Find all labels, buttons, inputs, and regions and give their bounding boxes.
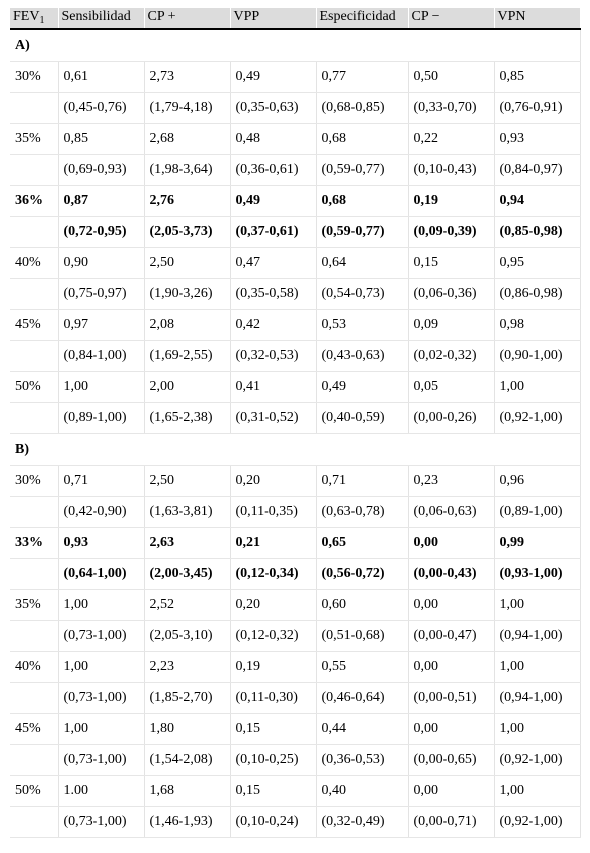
table-row-ci xyxy=(10,621,580,652)
value-cell: 0,40 xyxy=(316,776,408,807)
value-cell: 2,52 xyxy=(144,590,230,621)
value-cell: 0,85 xyxy=(494,62,580,93)
value-cell: 0,48 xyxy=(230,124,316,155)
fev1-diagnostic-table xyxy=(10,8,581,838)
confidence-interval-cell: (0,35-0,58) xyxy=(230,279,316,310)
value-cell: 0,00 xyxy=(408,528,494,559)
value-cell: 0,93 xyxy=(494,124,580,155)
confidence-interval-cell: (0,36-0,53) xyxy=(316,745,408,776)
empty-cell xyxy=(10,403,58,434)
confidence-interval-cell: (2,05-3,73) xyxy=(144,217,230,248)
confidence-interval-cell: (0,92-1,00) xyxy=(494,745,580,776)
confidence-interval-cell: (1,85-2,70) xyxy=(144,683,230,714)
empty-cell xyxy=(10,279,58,310)
value-cell: 0,49 xyxy=(316,372,408,403)
fev-header-label: FEV xyxy=(13,9,40,24)
table-row-ci xyxy=(10,683,580,714)
empty-cell xyxy=(10,155,58,186)
table-row-ci xyxy=(10,93,580,124)
confidence-interval-cell: (0,46-0,64) xyxy=(316,683,408,714)
empty-cell xyxy=(10,621,58,652)
value-cell: 0,41 xyxy=(230,372,316,403)
section-label: B) xyxy=(10,434,580,466)
empty-cell xyxy=(10,683,58,714)
value-cell: 1,80 xyxy=(144,714,230,745)
table-body xyxy=(10,29,580,838)
confidence-interval-cell: (0,12-0,32) xyxy=(230,621,316,652)
confidence-interval-cell: (0,56-0,72) xyxy=(316,559,408,590)
empty-cell xyxy=(10,559,58,590)
value-cell: 0,15 xyxy=(230,776,316,807)
empty-cell xyxy=(10,807,58,838)
confidence-interval-cell: (0,68-0,85) xyxy=(316,93,408,124)
confidence-interval-cell: (0,59-0,77) xyxy=(316,155,408,186)
value-cell: 0,23 xyxy=(408,466,494,497)
table-row xyxy=(10,528,580,559)
table-row-ci xyxy=(10,403,580,434)
confidence-interval-cell: (0,73-1,00) xyxy=(58,745,144,776)
confidence-interval-cell: (1,79-4,18) xyxy=(144,93,230,124)
confidence-interval-cell: (1,54-2,08) xyxy=(144,745,230,776)
value-cell: 1,00 xyxy=(494,776,580,807)
value-cell: 0,50 xyxy=(408,62,494,93)
table-row xyxy=(10,124,580,155)
column-header-fev1 xyxy=(10,8,58,29)
value-cell: 0,97 xyxy=(58,310,144,341)
confidence-interval-cell: (0,63-0,78) xyxy=(316,497,408,528)
confidence-interval-cell: (2,05-3,10) xyxy=(144,621,230,652)
confidence-interval-cell: (0,10-0,43) xyxy=(408,155,494,186)
value-cell: 1,00 xyxy=(58,652,144,683)
table-row-ci xyxy=(10,807,580,838)
value-cell: 0,85 xyxy=(58,124,144,155)
fev1-threshold-cell: 30% xyxy=(10,466,58,497)
table-row xyxy=(10,248,580,279)
fev1-threshold-cell: 36% xyxy=(10,186,58,217)
value-cell: 0,87 xyxy=(58,186,144,217)
confidence-interval-cell: (0,32-0,49) xyxy=(316,807,408,838)
table-row-ci xyxy=(10,497,580,528)
value-cell: 0,55 xyxy=(316,652,408,683)
confidence-interval-cell: (0,89-1,00) xyxy=(58,403,144,434)
value-cell: 0,15 xyxy=(408,248,494,279)
confidence-interval-cell: (0,73-1,00) xyxy=(58,621,144,652)
column-header-vpp: VPP xyxy=(230,8,316,29)
table-row xyxy=(10,310,580,341)
confidence-interval-cell: (0,92-1,00) xyxy=(494,403,580,434)
confidence-interval-cell: (0,06-0,63) xyxy=(408,497,494,528)
confidence-interval-cell: (0,42-0,90) xyxy=(58,497,144,528)
confidence-interval-cell: (0,33-0,70) xyxy=(408,93,494,124)
value-cell: 0,22 xyxy=(408,124,494,155)
fev1-threshold-cell: 40% xyxy=(10,652,58,683)
table-row-ci xyxy=(10,559,580,590)
value-cell: 0,94 xyxy=(494,186,580,217)
value-cell: 0,64 xyxy=(316,248,408,279)
header-row xyxy=(10,8,580,29)
value-cell: 0,09 xyxy=(408,310,494,341)
confidence-interval-cell: (2,00-3,45) xyxy=(144,559,230,590)
confidence-interval-cell: (0,10-0,25) xyxy=(230,745,316,776)
confidence-interval-cell: (0,85-0,98) xyxy=(494,217,580,248)
table-row xyxy=(10,62,580,93)
confidence-interval-cell: (0,69-0,93) xyxy=(58,155,144,186)
value-cell: 0,19 xyxy=(408,186,494,217)
confidence-interval-cell: (0,89-1,00) xyxy=(494,497,580,528)
value-cell: 0,61 xyxy=(58,62,144,93)
empty-cell xyxy=(10,745,58,776)
confidence-interval-cell: (1,98-3,64) xyxy=(144,155,230,186)
section-row xyxy=(10,434,580,466)
confidence-interval-cell: (0,12-0,34) xyxy=(230,559,316,590)
value-cell: 0,00 xyxy=(408,776,494,807)
confidence-interval-cell: (0,45-0,76) xyxy=(58,93,144,124)
value-cell: 0,77 xyxy=(316,62,408,93)
table-row xyxy=(10,466,580,497)
confidence-interval-cell: (0,10-0,24) xyxy=(230,807,316,838)
confidence-interval-cell: (0,94-1,00) xyxy=(494,683,580,714)
value-cell: 1,00 xyxy=(58,372,144,403)
confidence-interval-cell: (0,35-0,63) xyxy=(230,93,316,124)
value-cell: 1,00 xyxy=(494,714,580,745)
value-cell: 0,90 xyxy=(58,248,144,279)
value-cell: 2,50 xyxy=(144,466,230,497)
confidence-interval-cell: (0,43-0,63) xyxy=(316,341,408,372)
value-cell: 1,00 xyxy=(58,714,144,745)
confidence-interval-cell: (0,00-0,71) xyxy=(408,807,494,838)
fev1-threshold-cell: 50% xyxy=(10,776,58,807)
empty-cell xyxy=(10,497,58,528)
fev1-threshold-cell: 50% xyxy=(10,372,58,403)
value-cell: 1,00 xyxy=(494,590,580,621)
value-cell: 2,68 xyxy=(144,124,230,155)
table-row-ci xyxy=(10,155,580,186)
fev1-threshold-cell: 45% xyxy=(10,310,58,341)
empty-cell xyxy=(10,93,58,124)
value-cell: 0,20 xyxy=(230,466,316,497)
confidence-interval-cell: (0,64-1,00) xyxy=(58,559,144,590)
confidence-interval-cell: (0,36-0,61) xyxy=(230,155,316,186)
confidence-interval-cell: (0,00-0,26) xyxy=(408,403,494,434)
table-row xyxy=(10,652,580,683)
value-cell: 0,47 xyxy=(230,248,316,279)
value-cell: 0,96 xyxy=(494,466,580,497)
value-cell: 0,49 xyxy=(230,186,316,217)
confidence-interval-cell: (1,69-2,55) xyxy=(144,341,230,372)
fev1-threshold-cell: 35% xyxy=(10,590,58,621)
confidence-interval-cell: (0,00-0,65) xyxy=(408,745,494,776)
confidence-interval-cell: (0,73-1,00) xyxy=(58,683,144,714)
column-header-cp-minus: CP − xyxy=(408,8,494,29)
confidence-interval-cell: (0,94-1,00) xyxy=(494,621,580,652)
confidence-interval-cell: (0,84-1,00) xyxy=(58,341,144,372)
confidence-interval-cell: (0,93-1,00) xyxy=(494,559,580,590)
confidence-interval-cell: (0,92-1,00) xyxy=(494,807,580,838)
value-cell: 0,00 xyxy=(408,590,494,621)
confidence-interval-cell: (1,63-3,81) xyxy=(144,497,230,528)
value-cell: 1,00 xyxy=(58,590,144,621)
confidence-interval-cell: (0,75-0,97) xyxy=(58,279,144,310)
table-row-ci xyxy=(10,217,580,248)
value-cell: 0,00 xyxy=(408,714,494,745)
fev1-threshold-cell: 45% xyxy=(10,714,58,745)
confidence-interval-cell: (0,59-0,77) xyxy=(316,217,408,248)
confidence-interval-cell: (0,72-0,95) xyxy=(58,217,144,248)
confidence-interval-cell: (0,32-0,53) xyxy=(230,341,316,372)
table-row xyxy=(10,590,580,621)
value-cell: 0,15 xyxy=(230,714,316,745)
value-cell: 0,99 xyxy=(494,528,580,559)
value-cell: 0,60 xyxy=(316,590,408,621)
confidence-interval-cell: (0,54-0,73) xyxy=(316,279,408,310)
column-header-especificidad: Especificidad xyxy=(316,8,408,29)
confidence-interval-cell: (0,84-0,97) xyxy=(494,155,580,186)
value-cell: 0,68 xyxy=(316,186,408,217)
value-cell: 0,98 xyxy=(494,310,580,341)
value-cell: 0,93 xyxy=(58,528,144,559)
value-cell: 2,63 xyxy=(144,528,230,559)
value-cell: 2,50 xyxy=(144,248,230,279)
column-header-cp-plus: CP + xyxy=(144,8,230,29)
fev-subscript: 1 xyxy=(39,15,45,26)
value-cell: 1,68 xyxy=(144,776,230,807)
value-cell: 2,73 xyxy=(144,62,230,93)
value-cell: 0,95 xyxy=(494,248,580,279)
fev1-threshold-cell: 33% xyxy=(10,528,58,559)
table-row-ci xyxy=(10,341,580,372)
confidence-interval-cell: (0,31-0,52) xyxy=(230,403,316,434)
confidence-interval-cell: (0,11-0,35) xyxy=(230,497,316,528)
confidence-interval-cell: (0,51-0,68) xyxy=(316,621,408,652)
value-cell: 2,76 xyxy=(144,186,230,217)
section-row xyxy=(10,29,580,62)
confidence-interval-cell: (0,40-0,59) xyxy=(316,403,408,434)
confidence-interval-cell: (0,09-0,39) xyxy=(408,217,494,248)
fev1-threshold-cell: 35% xyxy=(10,124,58,155)
confidence-interval-cell: (0,00-0,51) xyxy=(408,683,494,714)
table-container xyxy=(10,8,580,838)
empty-cell xyxy=(10,341,58,372)
value-cell: 0,49 xyxy=(230,62,316,93)
value-cell: 1,00 xyxy=(494,372,580,403)
value-cell: 0,05 xyxy=(408,372,494,403)
table-row xyxy=(10,372,580,403)
value-cell: 0,71 xyxy=(316,466,408,497)
table-row xyxy=(10,776,580,807)
confidence-interval-cell: (0,00-0,43) xyxy=(408,559,494,590)
table-row-ci xyxy=(10,279,580,310)
value-cell: 0,65 xyxy=(316,528,408,559)
confidence-interval-cell: (0,06-0,36) xyxy=(408,279,494,310)
confidence-interval-cell: (0,02-0,32) xyxy=(408,341,494,372)
confidence-interval-cell: (0,11-0,30) xyxy=(230,683,316,714)
confidence-interval-cell: (0,37-0,61) xyxy=(230,217,316,248)
value-cell: 0,44 xyxy=(316,714,408,745)
value-cell: 0,20 xyxy=(230,590,316,621)
fev1-threshold-cell: 30% xyxy=(10,62,58,93)
confidence-interval-cell: (0,00-0,47) xyxy=(408,621,494,652)
confidence-interval-cell: (1,46-1,93) xyxy=(144,807,230,838)
value-cell: 1,00 xyxy=(494,652,580,683)
value-cell: 0,68 xyxy=(316,124,408,155)
value-cell: 1.00 xyxy=(58,776,144,807)
value-cell: 0,71 xyxy=(58,466,144,497)
value-cell: 0,42 xyxy=(230,310,316,341)
confidence-interval-cell: (0,76-0,91) xyxy=(494,93,580,124)
column-header-sensibilidad: Sensibilidad xyxy=(58,8,144,29)
fev1-threshold-cell: 40% xyxy=(10,248,58,279)
table-row xyxy=(10,714,580,745)
confidence-interval-cell: (0,86-0,98) xyxy=(494,279,580,310)
value-cell: 2,00 xyxy=(144,372,230,403)
table-row xyxy=(10,186,580,217)
value-cell: 0,00 xyxy=(408,652,494,683)
section-label: A) xyxy=(10,29,580,62)
confidence-interval-cell: (1,65-2,38) xyxy=(144,403,230,434)
value-cell: 0,21 xyxy=(230,528,316,559)
value-cell: 2,08 xyxy=(144,310,230,341)
confidence-interval-cell: (0,73-1,00) xyxy=(58,807,144,838)
empty-cell xyxy=(10,217,58,248)
confidence-interval-cell: (1,90-3,26) xyxy=(144,279,230,310)
value-cell: 0,53 xyxy=(316,310,408,341)
column-header-vpn: VPN xyxy=(494,8,580,29)
value-cell: 2,23 xyxy=(144,652,230,683)
table-header xyxy=(10,8,580,29)
confidence-interval-cell: (0,90-1,00) xyxy=(494,341,580,372)
value-cell: 0,19 xyxy=(230,652,316,683)
table-row-ci xyxy=(10,745,580,776)
